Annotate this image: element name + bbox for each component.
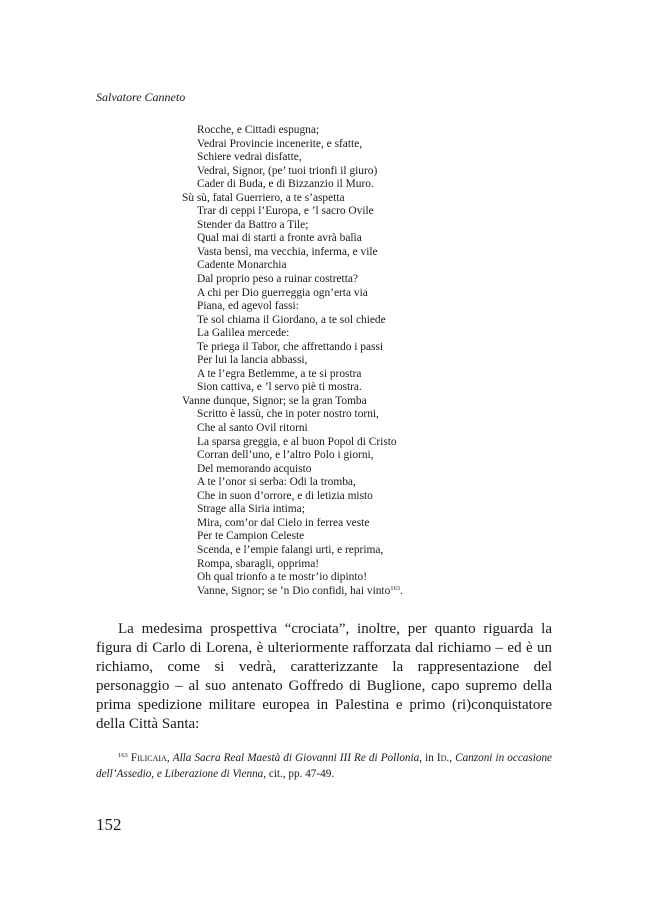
body-paragraph: La medesima prospettiva “crociata”, inoltre, per quanto riguarda la figura di Carlo di Lorena, è ulteriormente rafforzata dal richiamo – ed è un richiamo, come si vedrà, caratterizzante la rappresentazione del personaggio – al suo antenato Goffredo di Buglione, capo supremo della prima spedizione militare europea in Palestina e primo (ri)conquistatore della Città Santa: <box>96 621 552 733</box>
poem-line <box>182 368 403 382</box>
poem-line-text: Qual mai di starti a fronte avrà balìa <box>197 232 362 245</box>
poem-line-text: Mira, com’or dal Cielo in ferrea veste <box>197 516 370 529</box>
poem-line <box>182 408 403 422</box>
poem-line <box>182 341 403 355</box>
poem-line-text: Strage alla Siria intima; <box>197 503 305 516</box>
poem-line <box>182 476 403 490</box>
footnote-connector: , in <box>419 752 437 764</box>
poem-line-text: Del memorando acquisto <box>197 462 312 475</box>
poem-line-text: A te l’onor si serba: Odi la tromba, <box>197 476 356 489</box>
poem-line-text: Per lui la lancia abbassi, <box>197 354 308 367</box>
poem-line <box>182 530 403 544</box>
poem-line <box>182 151 403 165</box>
page-number: 152 <box>96 815 122 834</box>
poem-line-text: Te sol chiama il Giordano, a te sol chiede <box>197 313 386 326</box>
poem-line-text: Vanne dunque, Signor; se la gran Tomba <box>182 394 367 407</box>
poem-line-text: A chi per Dio guerreggia ogn’erta via <box>197 286 368 299</box>
line-end-period: . <box>400 584 403 597</box>
poem-line <box>182 585 403 599</box>
poem-line <box>182 503 403 517</box>
poem-line <box>182 138 403 152</box>
poem-line-text: Cadente Monarchia <box>197 259 287 272</box>
poem-line <box>182 205 403 219</box>
poem-line <box>182 165 403 179</box>
poem-line <box>182 178 403 192</box>
poem-line-text: Che in suon d’orrore, e di letizia misto <box>197 489 373 502</box>
poem-line-text: La sparsa greggia, e al buon Popol di Cristo <box>197 435 397 448</box>
poem-line <box>182 287 403 301</box>
poem-line-text: Scenda, e l’empie falangi urti, e reprima, <box>197 543 384 556</box>
poem-line <box>182 314 403 328</box>
poem-line-text: Te priega il Tabor, che affrettando i passi <box>197 340 384 353</box>
poem-line <box>182 232 403 246</box>
footnote-number: 163 <box>118 752 128 759</box>
poem-line <box>182 219 403 233</box>
poem-line-text: Vedrai, Signor, (pe’ tuoi trionfi il giuro) <box>197 164 378 177</box>
poem-line-text: Dal proprio peso a ruinar costretta? <box>197 273 358 286</box>
poem-line-text: Vasta bensì, ma vecchia, inferma, e vile <box>197 245 378 258</box>
poem-line-text: Che al santo Ovil ritorni <box>197 422 308 435</box>
poem-line-text: Stender da Battro a Tile; <box>197 218 309 231</box>
poem-block <box>182 124 403 598</box>
poem-line <box>182 273 403 287</box>
poem-line <box>182 381 403 395</box>
poem-line <box>182 463 403 477</box>
poem-line <box>182 517 403 531</box>
poem-line-text: Sion cattiva, e ’l servo piè ti mostra. <box>197 381 362 394</box>
poem-line-text: Schiere vedrai disfatte, <box>197 151 302 164</box>
footnote-reference: 163 <box>390 584 401 592</box>
poem-line-text: Corran dell’uno, e l’altro Polo i giorni, <box>197 449 374 462</box>
poem-line <box>182 300 403 314</box>
poem-line-text: Per te Campion Celeste <box>197 530 305 543</box>
footnote-ibid: Id. <box>436 752 450 764</box>
poem-line-text: Rocche, e Cittadi espugna; <box>197 124 320 136</box>
poem-line <box>182 246 403 260</box>
poem-line-text: Vedrai Provincie incenerite, e sfatte, <box>197 137 363 150</box>
poem-line <box>182 124 403 138</box>
poem-line <box>182 490 403 504</box>
poem-line-text: Cader di Buda, e di Bizzanzio il Muro. <box>197 178 374 191</box>
poem-line-text: Trar di ceppi l’Europa, e ’l sacro Ovile <box>197 205 374 218</box>
footnote-separator: , <box>166 752 173 764</box>
footnote-citation: , cit., pp. 47-49. <box>263 768 335 780</box>
poem-line <box>182 571 403 585</box>
poem-line <box>182 354 403 368</box>
poem-line-text: Rompa, sbaragli, opprima! <box>197 557 320 570</box>
poem-line <box>182 259 403 273</box>
poem-line <box>182 558 403 572</box>
footnote-separator-2: , <box>449 752 456 764</box>
footnote <box>96 750 552 782</box>
poem-line <box>182 192 403 206</box>
footnote-author: Filicaia <box>130 752 167 764</box>
poem-line-text: Piana, ed agevol fassi: <box>197 300 299 313</box>
poem-line-text: Sù sù, fatal Guerriero, a te s’aspetta <box>182 191 345 204</box>
footnote-work-title: Canzoni in occasione dell’Assedio, e Liberazione di Vienna <box>96 752 553 780</box>
poem-line <box>182 449 403 463</box>
poem-line <box>182 395 403 409</box>
poem-line-text: Oh qual trionfo a te mostr’io dipinto! <box>197 571 367 584</box>
poem-line-text: A te l’egra Betlemme, a te si prostra <box>197 367 362 380</box>
running-head: Salvatore Canneto <box>96 90 186 104</box>
poem-line <box>182 327 403 341</box>
poem-line <box>182 544 403 558</box>
poem-line-text: Scritto è lassù, che in poter nostro torni, <box>197 408 379 421</box>
footnote-title: Alla Sacra Real Maestà di Giovanni III Re di Pollonia <box>172 752 420 764</box>
poem-line-text: La Galilea mercede: <box>197 327 290 340</box>
poem-line <box>182 422 403 436</box>
poem-line-text: Vanne, Signor; se ’n Dio confidi, hai vinto <box>197 584 391 597</box>
poem-line <box>182 436 403 450</box>
